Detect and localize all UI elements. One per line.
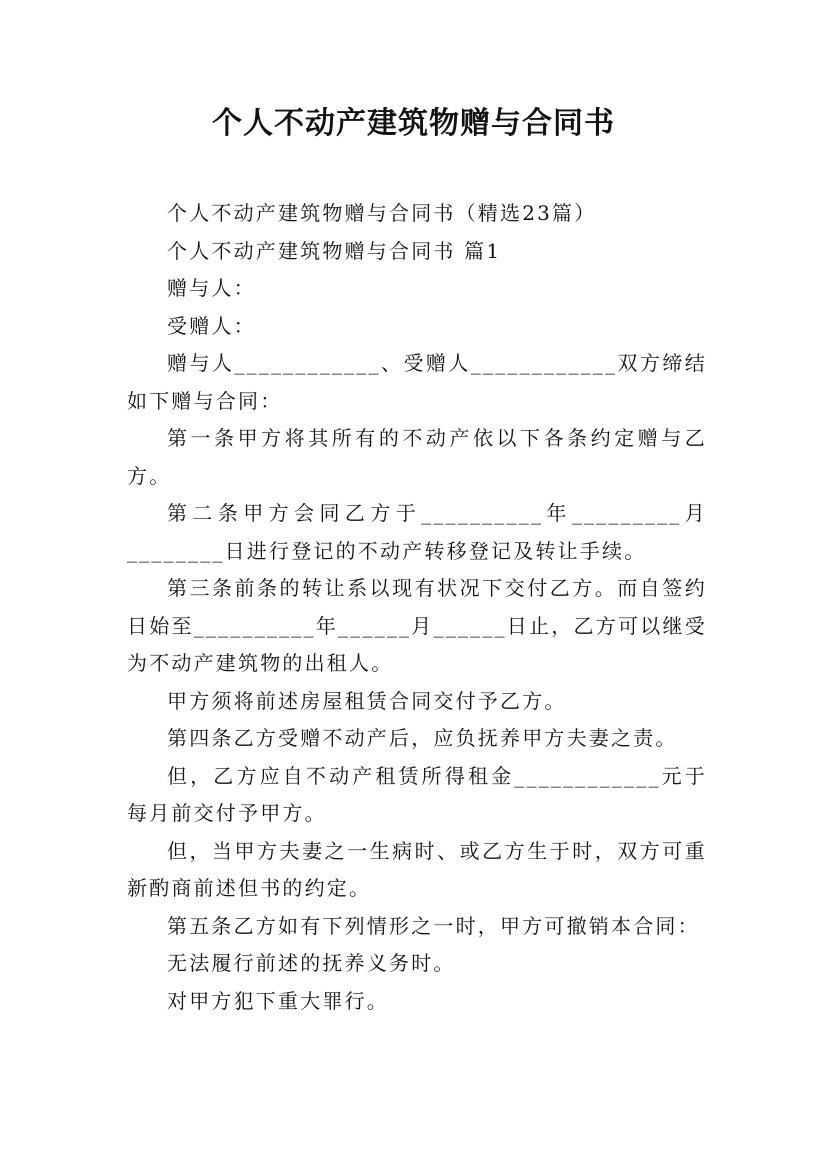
paragraph: 无法履行前述的抚养义务时。 (167, 951, 456, 975)
paragraph: 第四条乙方受赠不动产后，应负抚养甲方夫妻之责。 (167, 726, 678, 750)
paragraph: 个人不动产建筑物赠与合同书（精选23篇） (167, 201, 597, 225)
paragraph: 赠与人： (167, 276, 256, 300)
paragraph: 但，乙方应自不动产租赁所得租金____________元于每月前交付予甲方。 (127, 763, 707, 825)
document-title: 个人不动产建筑物赠与合同书 (212, 106, 615, 141)
paragraph: 对甲方犯下重大罪行。 (167, 988, 389, 1013)
paragraph: 赠与人____________、受赠人____________双方缔结如下赠与合同： (127, 351, 707, 413)
paragraph: 第一条甲方将其所有的不动产依以下各条约定赠与乙方。 (127, 426, 707, 488)
paragraph: 第五条乙方如有下列情形之一时，甲方可撤销本合同： (167, 913, 700, 938)
document-body (127, 195, 707, 1020)
paragraph: 甲方须将前述房屋租赁合同交付予乙方。 (167, 688, 567, 713)
paragraph: 但，当甲方夫妻之一生病时、或乙方生于时，双方可重新酌商前述但书的约定。 (127, 838, 707, 900)
paragraph: 第二条甲方会同乙方于__________年_________月________日进行登记的不动产转移登记及转让手续。 (127, 501, 707, 563)
paragraph: 受赠人： (167, 313, 256, 338)
paragraph: 第三条前条的转让系以现有状况下交付乙方。而自签约日始至__________年______月______日止，乙方可以继受为不动产建筑物的出租人。 (127, 576, 707, 675)
paragraph: 个人不动产建筑物赠与合同书 篇1 (167, 238, 502, 263)
